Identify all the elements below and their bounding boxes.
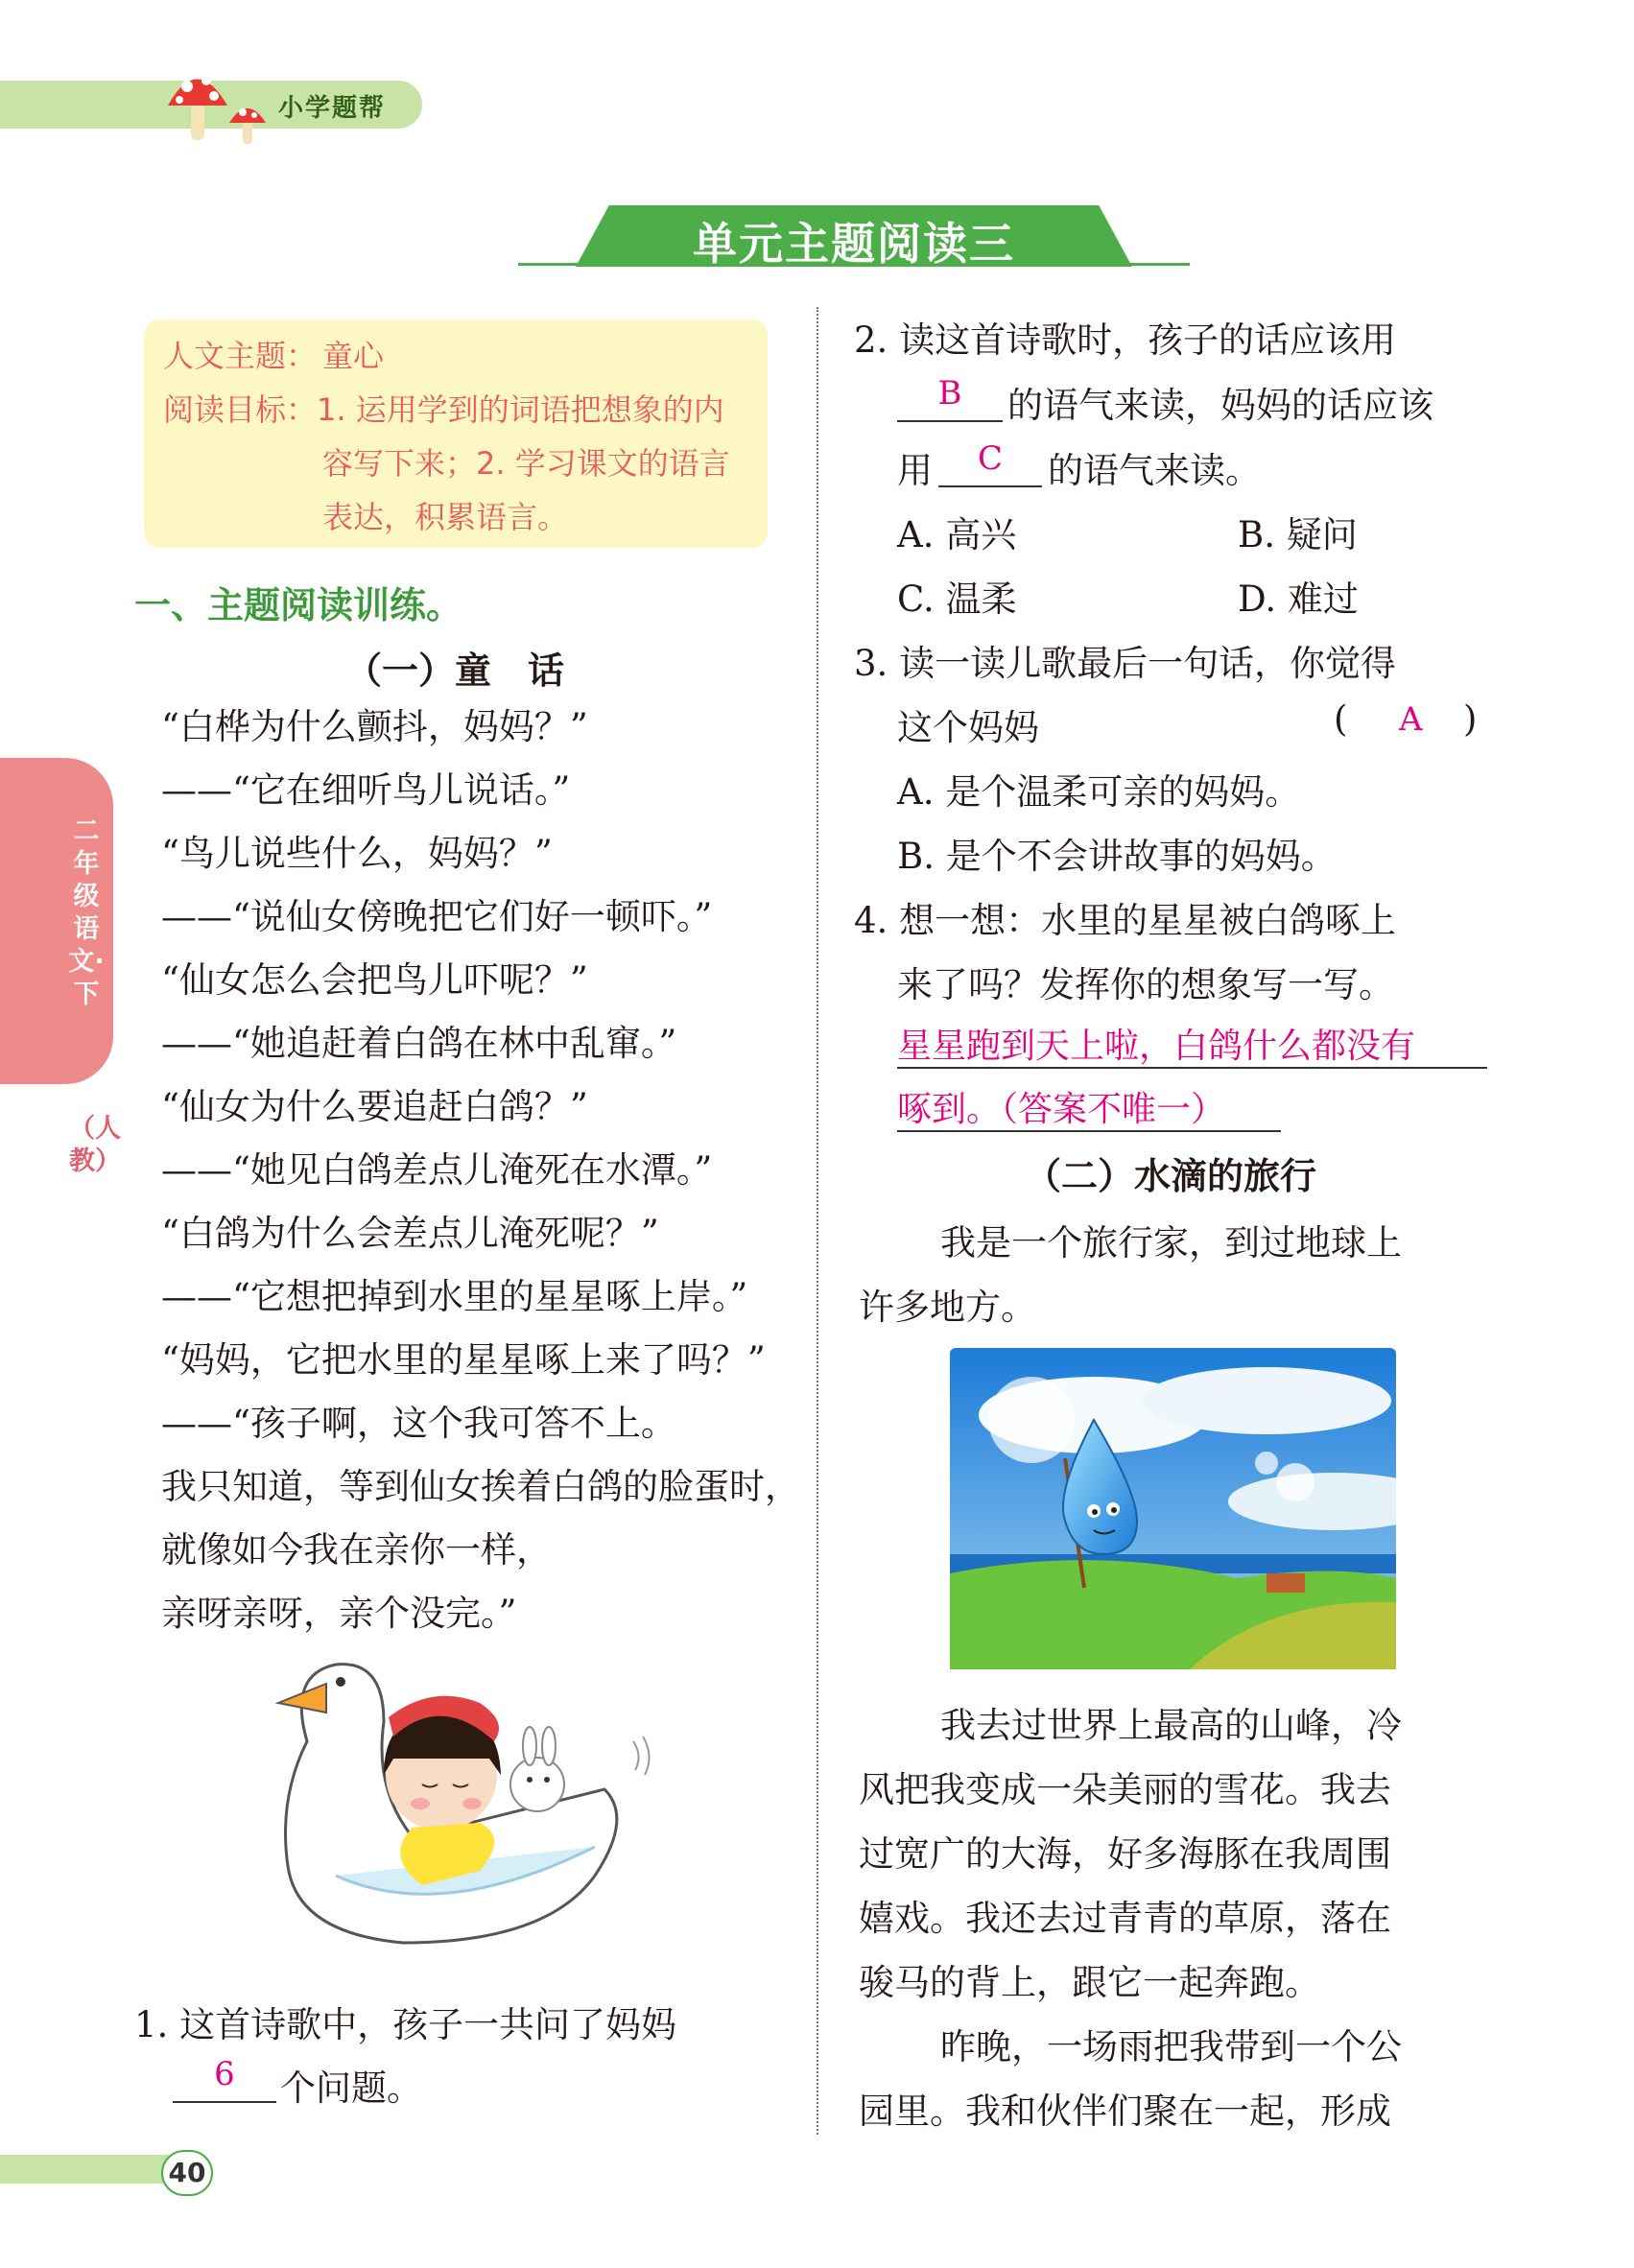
footer-bar — [0, 2155, 182, 2184]
goal-line: 表达，积累语言。 — [322, 499, 569, 535]
q3-answer: A — [1399, 700, 1423, 739]
q2-prefix: 用 — [897, 450, 933, 491]
option: C. 温柔 — [897, 579, 1017, 620]
theme-label: 人文主题： — [163, 338, 318, 374]
paragraph-line: 我是一个旅行家，到过地球上 — [940, 1222, 1402, 1264]
q2-mid: 的语气来读，妈妈的话应该 — [1007, 385, 1433, 426]
grade-label: 二年级语文·下 — [68, 816, 105, 1009]
theme-value: 童心 — [322, 338, 385, 374]
mushroom-icon — [158, 58, 283, 149]
water-drop-illustration — [950, 1348, 1396, 1669]
poem-line: ——“说仙女傍晚把它们好一顿吓。” — [161, 896, 713, 937]
q4-answer-line-2: 啄到。（答案不唯一） — [897, 1082, 1281, 1132]
q2-end: 的语气来读。 — [1048, 450, 1261, 491]
question-3: 3. 读一读儿歌最后一句话，你觉得 — [854, 643, 1397, 684]
poem-line: 亲呀亲呀，亲个没完。” — [161, 1593, 517, 1634]
option: D. 难过 — [1238, 579, 1359, 620]
part-title: （一）童 话 — [345, 650, 565, 692]
paragraph-line: 园里。我和伙伴们聚在一起，形成 — [859, 2091, 1391, 2132]
poem-line: ——“它想把掉到水里的星星啄上岸。” — [161, 1276, 748, 1317]
question-4: 4. 想一想：水里的星星被白鸽啄上 — [854, 900, 1397, 941]
q4-answer-line-1: 星星跑到天上啦，白鸽什么都没有 — [897, 1019, 1487, 1069]
poem-line: “仙女为什么要追赶白鸽？” — [161, 1086, 588, 1127]
paragraph-line: 许多地方。 — [859, 1287, 1036, 1328]
q2-answer-blank-1 — [897, 374, 1003, 422]
poem-line: “白桦为什么颤抖，妈妈？” — [161, 706, 588, 747]
poem-line: “妈妈，它把水里的星星啄上来了吗？” — [161, 1339, 766, 1381]
paragraph-line: 过宽广的大海，好多海豚在我周围 — [859, 1833, 1391, 1875]
q3-line2: 这个妈妈 — [897, 707, 1039, 748]
option: B. 疑问 — [1238, 514, 1358, 555]
q1-answer: 6 — [214, 2055, 235, 2093]
poem-line: ——“她见白鸽差点儿淹死在水潭。” — [161, 1149, 713, 1191]
question-1: 1. 这首诗歌中，孩子一共问了妈妈 — [134, 2004, 677, 2045]
q2-answer-2: C — [977, 439, 1003, 478]
poem-line: “仙女怎么会把鸟儿吓呢？” — [161, 959, 588, 1001]
goal-line: 容写下来；2. 学习课文的语言 — [322, 445, 730, 482]
goal-line: 1. 运用学到的词语把想象的内 — [317, 391, 724, 428]
paragraph-line: 嬉戏。我还去过青青的草原，落在 — [859, 1898, 1391, 1939]
paragraph-line: 昨晚，一场雨把我带到一个公 — [940, 2026, 1402, 2067]
poem-line: “白鸽为什么会差点儿淹死呢？” — [161, 1213, 659, 1254]
poem-line: ——“它在细听鸟儿说话。” — [161, 769, 571, 811]
brand-name: 小学题帮 — [278, 94, 387, 123]
q3-paren-close: ) — [1463, 698, 1478, 740]
q2-answer-1: B — [937, 374, 962, 413]
girl-on-goose-illustration — [192, 1645, 691, 1962]
paragraph-line: 我去过世界上最高的山峰，冷 — [940, 1705, 1402, 1746]
q1-suffix: 个问题。 — [280, 2067, 422, 2109]
section-heading: 一、主题阅读训练。 — [134, 584, 463, 626]
column-divider — [817, 307, 818, 2135]
option: B. 是个不会讲故事的妈妈。 — [897, 836, 1337, 877]
edition-label: （人教） — [69, 1114, 121, 1176]
q3-paren-open: ( — [1334, 698, 1348, 740]
option: A. 高兴 — [897, 514, 1017, 555]
part-title: （二）水滴的旅行 — [1025, 1155, 1317, 1197]
paragraph-line: 风把我变成一朵美丽的雪花。我去 — [859, 1769, 1391, 1810]
page-title: 单元主题阅读三 — [693, 218, 1015, 270]
question-2: 2. 读这首诗歌时，孩子的话应该用 — [854, 319, 1397, 361]
poem-line: 就像如今我在亲你一样， — [161, 1529, 552, 1571]
q4-line2: 来了吗？发挥你的想象写一写。 — [897, 964, 1394, 1005]
option: A. 是个温柔可亲的妈妈。 — [897, 771, 1301, 813]
q1-answer-blank — [173, 2055, 276, 2103]
paragraph-line: 骏马的背上，跟它一起奔跑。 — [859, 1962, 1320, 2003]
poem-line: ——“她追赶着白鸽在林中乱窜。” — [161, 1023, 677, 1064]
q2-answer-blank-2 — [938, 439, 1042, 487]
goal-label: 阅读目标： — [163, 391, 318, 428]
poem-line: 我只知道，等到仙女挨着白鸽的脸蛋时， — [161, 1466, 800, 1507]
page-number: 40 — [161, 2150, 213, 2196]
poem-line: “鸟儿说些什么，妈妈？” — [161, 833, 553, 874]
poem-line: ——“孩子啊，这个我可答不上。 — [161, 1403, 676, 1444]
